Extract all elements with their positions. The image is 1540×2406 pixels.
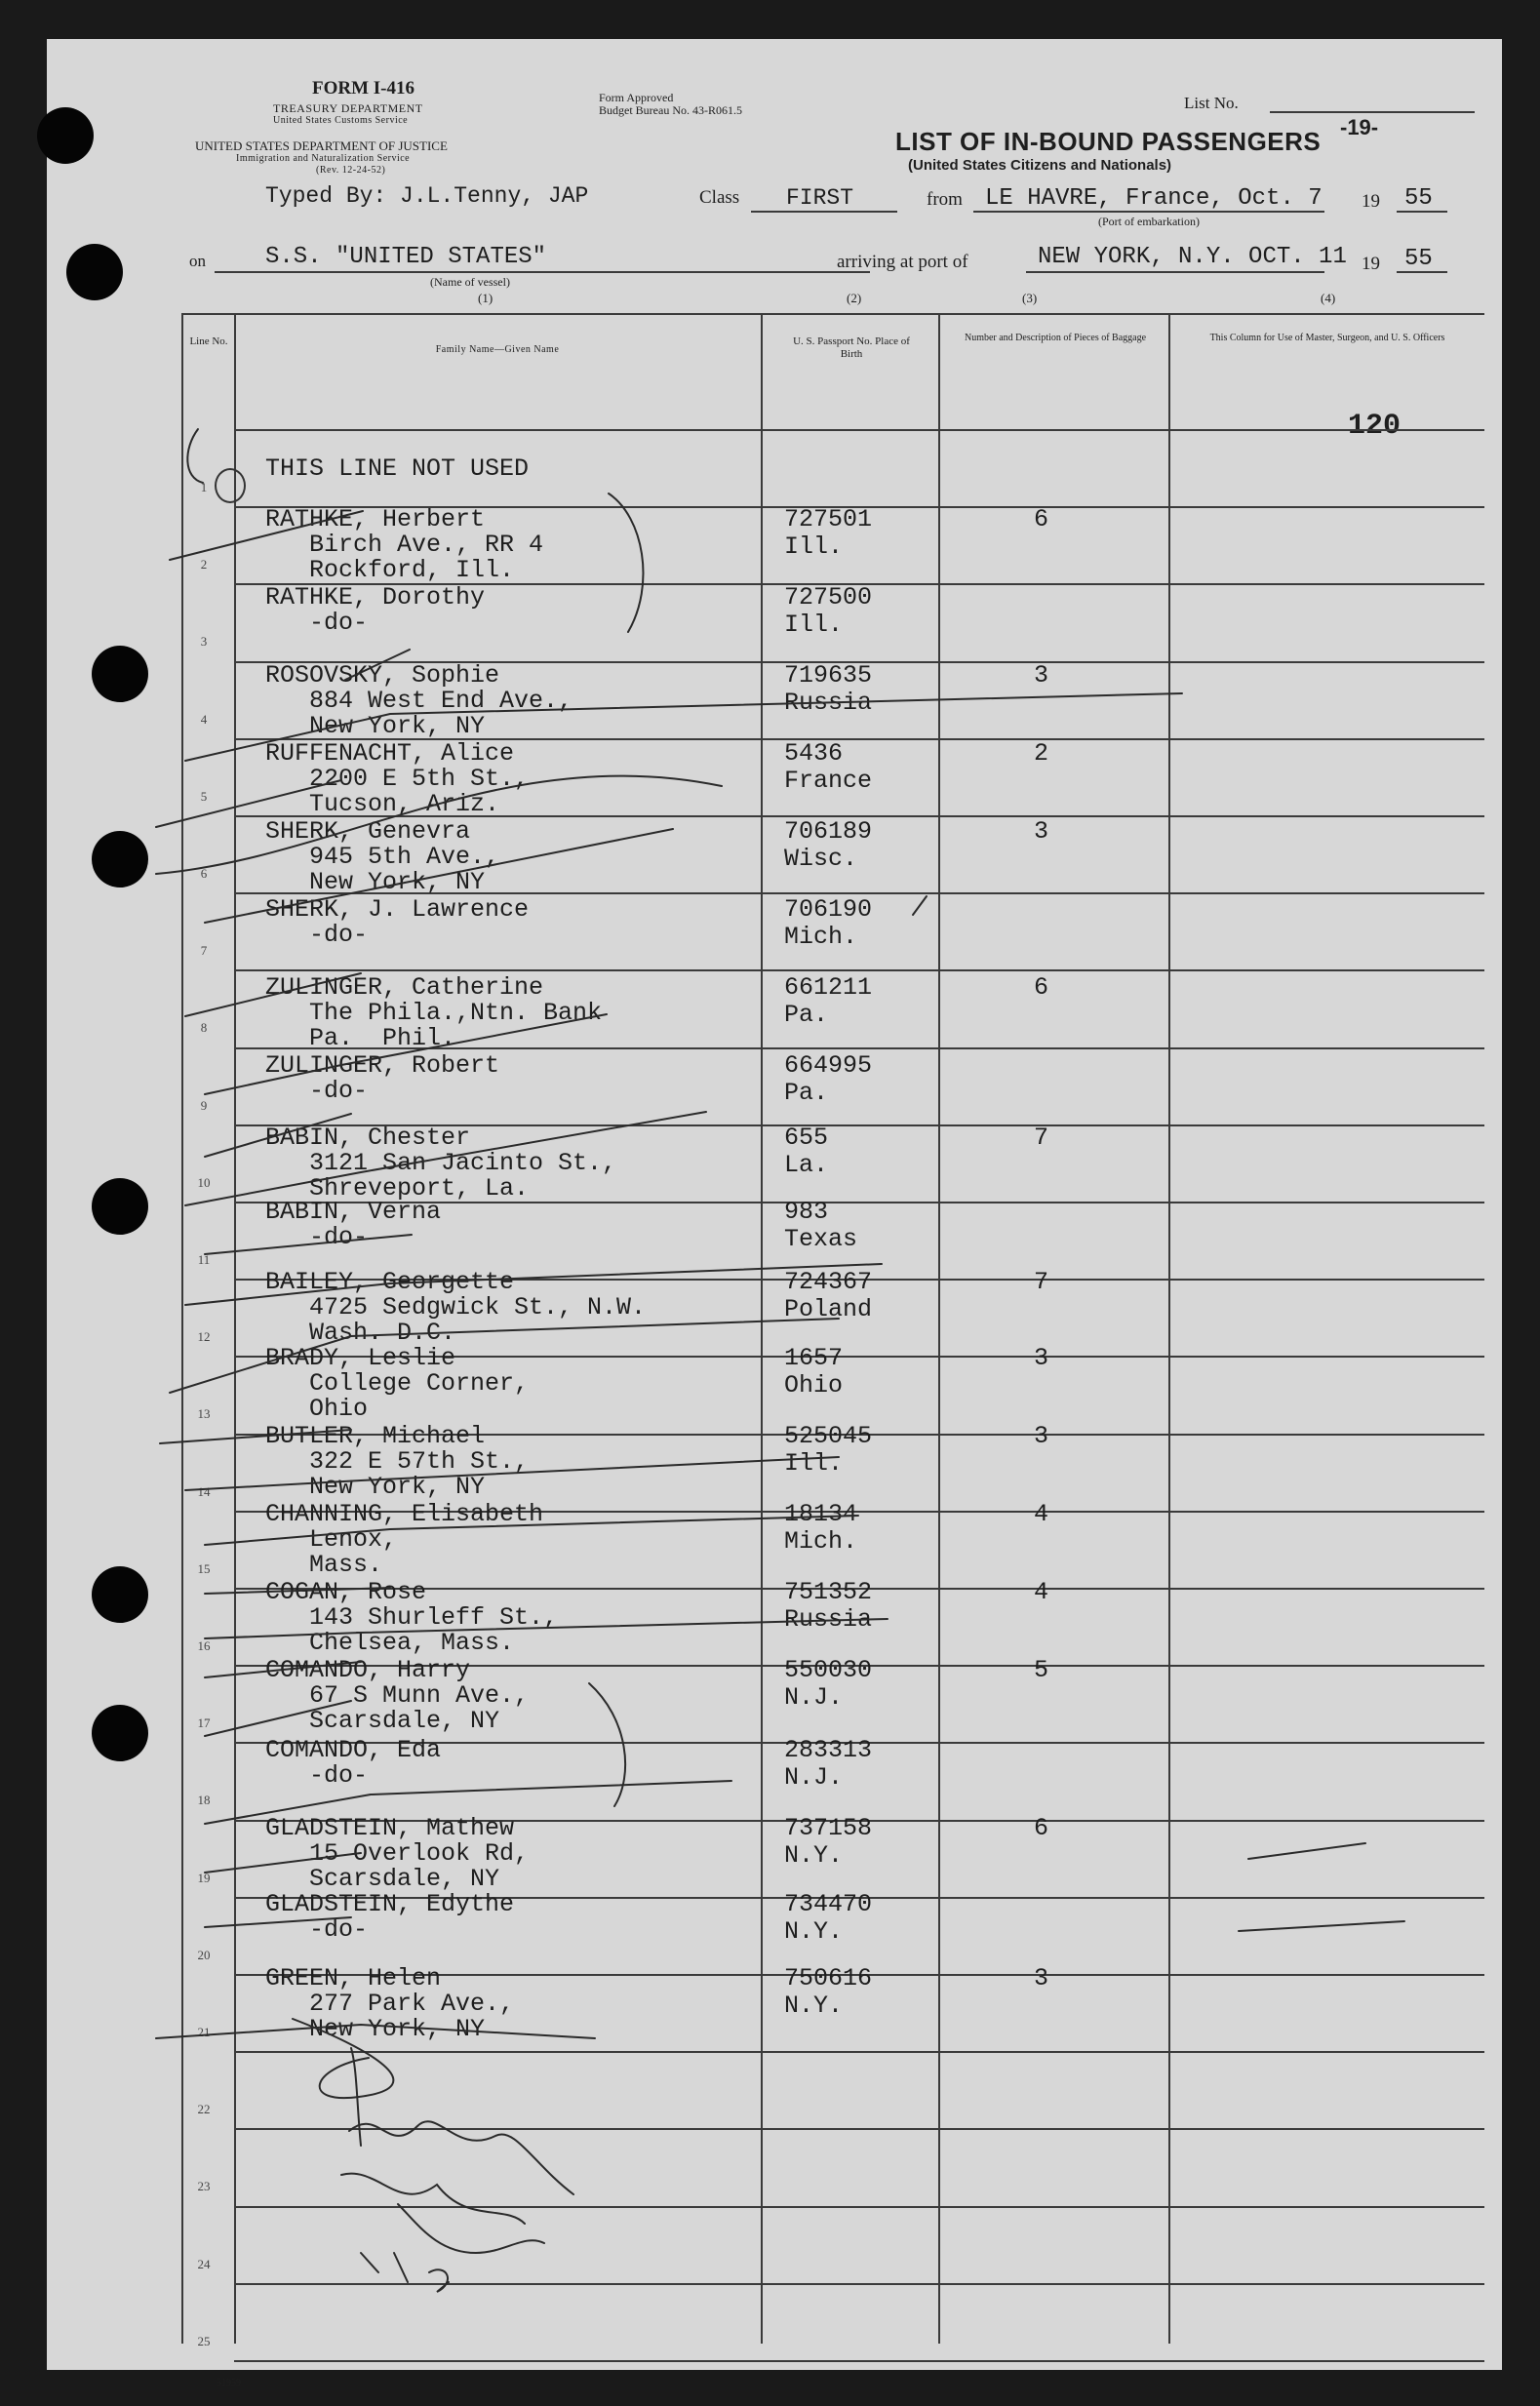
place-of-birth: Russia	[784, 689, 873, 717]
place-of-birth: Russia	[784, 1605, 873, 1634]
baggage-count: 3	[1034, 1964, 1049, 1992]
line-number: 15	[197, 1560, 211, 1576]
passenger-address-line: Mass.	[265, 1551, 383, 1579]
col-num-1: (1)	[478, 291, 494, 305]
passport-number: 550030	[784, 1656, 873, 1684]
place-of-birth: Ohio	[784, 1371, 844, 1400]
passport-number: 719635	[784, 661, 873, 690]
approval-1: Form Approved	[599, 91, 674, 104]
line-number: 21	[197, 2025, 211, 2039]
binder-hole	[66, 244, 123, 300]
baggage-count: 4	[1034, 1578, 1049, 1606]
passport-number: 750616	[784, 1964, 873, 1992]
passenger-name: BUTLER, Michael	[265, 1422, 486, 1450]
form-number: FORM I-416	[312, 78, 415, 99]
place-of-birth: N.J.	[784, 1683, 844, 1712]
place-of-birth: Mich.	[784, 923, 858, 951]
passport-number: 525045	[784, 1422, 873, 1450]
passenger-name: RATHKE, Dorothy	[265, 583, 486, 611]
passenger-address-line: The Phila.,Ntn. Bank	[265, 999, 603, 1027]
passenger-address-line: Pa. Phil.	[265, 1024, 456, 1052]
baggage-count: 3	[1034, 1422, 1049, 1450]
from-label: from	[927, 189, 963, 210]
passenger-address-line: Wash. D.C.	[265, 1319, 456, 1347]
from-year: 55	[1404, 185, 1433, 212]
from-year-prefix: 19	[1362, 191, 1380, 212]
line-number: 3	[200, 634, 208, 650]
passenger-name: SHERK, J. Lawrence	[265, 895, 530, 924]
approval-2: Budget Bureau No. 43-R061.5	[599, 103, 742, 117]
page-subtitle: (United States Citizens and Nationals)	[908, 157, 1172, 174]
passenger-name: BABIN, Chester	[265, 1124, 471, 1152]
place-of-birth: Mich.	[784, 1527, 858, 1556]
list-no-label: List No.	[1184, 94, 1239, 112]
passenger-address-line: College Corner,	[265, 1369, 530, 1398]
line-number: 22	[197, 2102, 211, 2117]
line-number: 20	[197, 1947, 211, 1962]
passenger-address-line: Birch Ave., RR 4	[265, 531, 544, 559]
passport-number: 737158	[784, 1814, 873, 1842]
place-of-birth: Ill.	[784, 611, 844, 639]
line-number: 9	[200, 1097, 208, 1113]
passport-number: 706190	[784, 895, 873, 924]
passport-number: 655	[784, 1124, 829, 1152]
binder-hole	[92, 1705, 148, 1761]
place-of-birth: Ill.	[784, 532, 844, 561]
passport-number: 664995	[784, 1051, 873, 1080]
passenger-name: THIS LINE NOT USED	[265, 454, 530, 483]
passenger-name: ZULINGER, Catherine	[265, 973, 544, 1002]
department: TREASURY DEPARTMENT	[273, 101, 423, 115]
footer-code: 51959	[217, 2378, 241, 2388]
line-number: 10	[197, 1174, 211, 1190]
place-of-birth: N.Y.	[784, 1841, 844, 1870]
binder-hole	[92, 646, 148, 702]
passenger-address-line: 322 E 57th St.,	[265, 1447, 530, 1476]
passenger-address-line: New York, NY	[265, 2015, 486, 2043]
place-of-birth: Ill.	[784, 1449, 844, 1478]
col-header-passport: U. S. Passport No. Place of Birth	[793, 335, 910, 360]
baggage-count: 5	[1034, 1656, 1049, 1684]
passenger-address-line: -do-	[265, 609, 369, 637]
line-number: 24	[197, 2256, 211, 2271]
passenger-name: ZULINGER, Robert	[265, 1051, 500, 1080]
line-number: 12	[197, 1329, 211, 1345]
col-header-name: Family Name—Given Name	[435, 344, 560, 355]
passenger-name: SHERK, Genevra	[265, 817, 471, 846]
ins-service: Immigration and Naturalization Service	[236, 153, 411, 164]
arrival-year-prefix: 19	[1362, 254, 1380, 274]
line-number: 18	[197, 1793, 211, 1808]
passenger-name: GLADSTEIN, Mathew	[265, 1814, 515, 1842]
passenger-name: ROSOVSKY, Sophie	[265, 661, 500, 690]
line-number: 1	[200, 480, 208, 494]
vessel-caption: (Name of vessel)	[430, 275, 510, 289]
passenger-address-line: 2200 E 5th St.,	[265, 765, 530, 793]
passenger-address-line: Ohio	[265, 1395, 369, 1423]
binder-hole	[37, 107, 94, 164]
passport-number: 734470	[784, 1890, 873, 1918]
passenger-name: RUFFENACHT, Alice	[265, 739, 515, 768]
line-number: 13	[197, 1406, 211, 1422]
line-number: 19	[197, 1870, 211, 1885]
baggage-count: 6	[1034, 973, 1049, 1002]
passenger-address-line: New York, NY	[265, 712, 486, 740]
baggage-count: 3	[1034, 1344, 1049, 1372]
col-num-2: (2)	[847, 291, 862, 305]
passenger-address-line: Chelsea, Mass.	[265, 1629, 515, 1657]
baggage-count: 4	[1034, 1500, 1049, 1528]
passenger-name: COMANDO, Eda	[265, 1736, 442, 1764]
baggage-count: 3	[1034, 817, 1049, 846]
passenger-count: 120	[1348, 410, 1402, 443]
passport-number: 724367	[784, 1268, 873, 1296]
passport-number: 283313	[784, 1736, 873, 1764]
passenger-name: COMANDO, Harry	[265, 1656, 471, 1684]
passenger-address-line: 277 Park Ave.,	[265, 1990, 515, 2018]
place-of-birth: France	[784, 767, 873, 795]
arrival-port: NEW YORK, N.Y. OCT. 11	[1038, 244, 1347, 270]
passenger-address-line: Scarsdale, NY	[265, 1865, 500, 1893]
place-of-birth: Texas	[784, 1225, 858, 1253]
place-of-birth: La.	[784, 1151, 829, 1179]
passenger-name: BABIN, Verna	[265, 1198, 442, 1226]
passport-number: 983	[784, 1198, 829, 1226]
line-number: 5	[200, 788, 208, 804]
line-number: 16	[197, 1638, 211, 1653]
passenger-address-line: New York, NY	[265, 1473, 486, 1501]
passenger-name: GREEN, Helen	[265, 1964, 442, 1992]
place-of-birth: Poland	[784, 1295, 873, 1323]
passenger-name: GLADSTEIN, Edythe	[265, 1890, 515, 1918]
line-number: 8	[200, 1020, 208, 1036]
passenger-address-line: 15 Overlook Rd,	[265, 1839, 530, 1868]
place-of-birth: Pa.	[784, 1001, 829, 1029]
place-of-birth: Pa.	[784, 1079, 829, 1107]
customs-service: United States Customs Service	[273, 115, 409, 126]
passenger-address-line: 945 5th Ave.,	[265, 843, 500, 871]
passenger-name: COGAN, Rose	[265, 1578, 427, 1606]
passenger-address-line: New York, NY	[265, 868, 486, 896]
passenger-address-line: 67 S Munn Ave.,	[265, 1681, 530, 1710]
passenger-address-line: 884 West End Ave.,	[265, 687, 573, 715]
passenger-name: BAILEY, Georgette	[265, 1268, 515, 1296]
passenger-name: RATHKE, Herbert	[265, 505, 486, 533]
baggage-count: 3	[1034, 661, 1049, 690]
line-number: 2	[200, 557, 208, 572]
pen-marks	[47, 39, 1502, 2370]
passenger-address-line: -do-	[265, 1915, 369, 1944]
from-value: LE HAVRE, France, Oct. 7	[985, 185, 1323, 212]
line-number: 14	[197, 1483, 211, 1499]
line-number: 17	[197, 1716, 211, 1731]
vessel-name: S.S. "UNITED STATES"	[265, 244, 547, 270]
typed-by: Typed By: J.L.Tenny, JAP	[265, 183, 589, 209]
passenger-address-line: -do-	[265, 1223, 369, 1251]
on-label: on	[189, 252, 206, 270]
passport-number: 751352	[784, 1578, 873, 1606]
page-title: LIST OF IN-BOUND PASSENGERS	[895, 127, 1322, 156]
passport-number: 706189	[784, 817, 873, 846]
port-embarkation-caption: (Port of embarkation)	[1098, 215, 1200, 228]
passport-number: 5436	[784, 739, 844, 768]
place-of-birth: N.Y.	[784, 1917, 844, 1946]
baggage-count: 2	[1034, 739, 1049, 768]
line-number: 23	[197, 2179, 211, 2194]
line-number: 6	[200, 866, 208, 881]
baggage-count: 7	[1034, 1268, 1049, 1296]
passenger-address-line: Shreveport, La.	[265, 1174, 530, 1203]
baggage-count: 6	[1034, 1814, 1049, 1842]
passenger-address-line: -do-	[265, 1077, 369, 1105]
arriving-label: arriving at port of	[837, 252, 968, 272]
passport-number: 727500	[784, 583, 873, 611]
passenger-address-line: Scarsdale, NY	[265, 1707, 500, 1735]
line-number: 25	[197, 2333, 211, 2348]
col-num-3: (3)	[1022, 291, 1038, 305]
class-value: FIRST	[786, 185, 854, 211]
passenger-address-line: Rockford, Ill.	[265, 556, 515, 584]
passport-number: 18134	[784, 1500, 858, 1528]
line-number: 4	[200, 711, 208, 727]
col-header-officers: This Column for Use of Master, Surgeon, and U. S. Officers	[1209, 333, 1445, 343]
revision: (Rev. 12-24-52)	[316, 165, 386, 176]
place-of-birth: N.J.	[784, 1763, 844, 1792]
passport-number: 1657	[784, 1344, 844, 1372]
passenger-address-line: Lenox,	[265, 1525, 398, 1554]
arrival-year: 55	[1404, 246, 1433, 272]
passenger-address-line: 4725 Sedgwick St., N.W.	[265, 1293, 647, 1321]
passenger-address-line: Tucson, Ariz.	[265, 790, 500, 818]
line-number: 7	[200, 943, 208, 959]
passenger-name: BRADY, Leslie	[265, 1344, 456, 1372]
passenger-address-line: -do-	[265, 921, 369, 949]
passenger-address-line: 3121 San Jacinto St.,	[265, 1149, 617, 1177]
list-no-value: -19-	[1340, 115, 1379, 139]
justice-department: UNITED STATES DEPARTMENT OF JUSTICE	[195, 138, 448, 153]
passport-number: 661211	[784, 973, 873, 1002]
baggage-count: 7	[1034, 1124, 1049, 1152]
col-num-4: (4)	[1321, 291, 1336, 305]
class-label: Class	[699, 187, 740, 208]
binder-hole	[92, 1178, 148, 1235]
binder-hole	[92, 1566, 148, 1623]
col-header-line-no: Line No.	[189, 335, 228, 347]
passenger-name: CHANNING, Elisabeth	[265, 1500, 544, 1528]
col-header-baggage: Number and Description of Pieces of Baggage	[964, 333, 1147, 343]
form-sheet	[47, 39, 1502, 2388]
binder-hole	[92, 831, 148, 887]
passport-number: 727501	[784, 505, 873, 533]
place-of-birth: Wisc.	[784, 845, 858, 873]
place-of-birth: N.Y.	[784, 1992, 844, 2020]
passenger-address-line: -do-	[265, 1761, 369, 1790]
line-number: 11	[197, 1252, 211, 1267]
passenger-address-line: 143 Shurleff St.,	[265, 1603, 559, 1632]
baggage-count: 6	[1034, 505, 1049, 533]
